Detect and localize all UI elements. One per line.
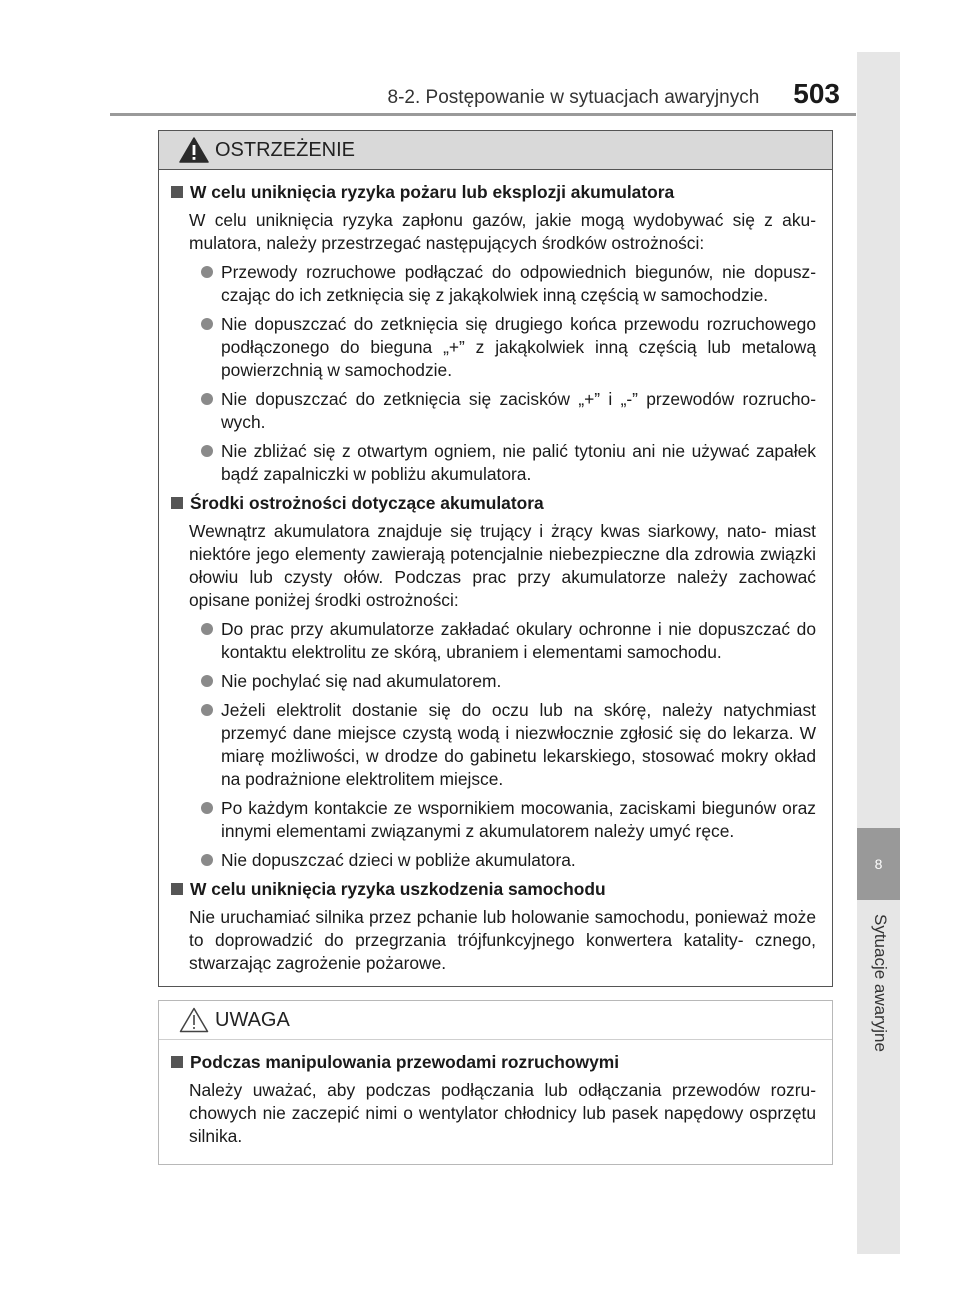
- section-paragraph: Wewnątrz akumulatora znajduje się trujący i żrący kwas siarkowy, nato- miast niektóre jego elementy zawierają potencjalnie niebezpieczne dla zdrowia związki ołowiu lub czysty ołów. Podczas prac przy akumulatorze należy zachować opisane poniżej środki ostrożności:: [189, 521, 816, 610]
- chapter-label: Sytuacje awaryjne: [871, 914, 890, 1052]
- bullet-dot-icon: [201, 393, 213, 405]
- bullet-dot-icon: [201, 318, 213, 330]
- list-item: Do prac przy akumulatorze zakładać okulary ochronne i nie dopuszczać do kontaktu elektrolitu ze skórą, ubraniem i elementami samochodu.: [201, 618, 816, 664]
- bullet-dot-icon: [201, 266, 213, 278]
- bullet-dot-icon: [201, 623, 213, 635]
- section-heading: Środki ostrożności dotyczące akumulatora: [171, 492, 816, 515]
- section-paragraph: W celu uniknięcia ryzyka zapłonu gazów, jakie mogą wydobywać się z aku- mulatora, należy przestrzegać następujących środków ostrożności:: [189, 210, 816, 253]
- chapter-number: 8: [874, 856, 883, 872]
- warning-header: [159, 131, 832, 170]
- warning-box: [158, 130, 833, 987]
- page-header: [110, 78, 840, 108]
- list-item: Nie zbliżać się z otwartym ogniem, nie palić tytoniu ani nie używać zapałek bądź zapalniczki w pobliżu akumulatora.: [201, 440, 816, 486]
- section-heading: W celu uniknięcia ryzyka pożaru lub eksplozji akumulatora: [171, 181, 816, 204]
- bullet-dot-icon: [201, 854, 213, 866]
- warning-content: [159, 170, 832, 975]
- square-bullet-icon: [171, 1056, 183, 1068]
- list-item: Po każdym kontakcie ze wspornikiem mocowania, zaciskami biegunów oraz innymi elementami związanymi z akumulatorem należy umyć ręce.: [201, 797, 816, 843]
- section-paragraph: Należy uważać, aby podczas podłączania lub odłączania przewodów rozru- chowych nie zaczepić nimi o wentylator chłodnicy lub pasek napędowy osprzętu silnika.: [189, 1080, 816, 1146]
- caution-box: [158, 1000, 833, 1165]
- square-bullet-icon: [171, 497, 183, 509]
- section-paragraph: Nie uruchamiać silnika przez pchanie lub holowanie samochodu, ponieważ może to doprowadzić do przegrzania trójfunkcyjnego konwertera katality- cznego, stwarzając zagrożenie pożarowe.: [189, 907, 816, 973]
- bullet-dot-icon: [201, 445, 213, 457]
- caution-triangle-icon: [179, 1007, 209, 1033]
- list-item: Nie pochylać się nad akumulatorem.: [201, 670, 816, 693]
- square-bullet-icon: [171, 186, 183, 198]
- list-item: Przewody rozruchowe podłączać do odpowiednich biegunów, nie dopusz- czając do ich zetknięcia się z jakąkolwiek inną częścią w samochodzie.: [201, 261, 816, 307]
- bullet-dot-icon: [201, 675, 213, 687]
- warning-title: OSTRZEŻENIE: [215, 138, 356, 161]
- section-heading: Podczas manipulowania przewodami rozruchowymi: [171, 1051, 816, 1074]
- warning-triangle-icon: [179, 137, 209, 163]
- list-item: Nie dopuszczać dzieci w pobliże akumulatora.: [201, 849, 816, 872]
- header-divider: [110, 113, 856, 116]
- caution-header: [159, 1001, 832, 1040]
- section-heading: W celu uniknięcia ryzyka uszkodzenia samochodu: [171, 878, 816, 901]
- list-item: Nie dopuszczać do zetknięcia się drugiego końca przewodu rozruchowego podłączonego do bieguna „+” z jakąkolwiek inną częścią lub metalową powierzchnią w samochodzie.: [201, 313, 816, 382]
- caution-title: UWAGA: [215, 1008, 290, 1031]
- square-bullet-icon: [171, 883, 183, 895]
- list-item: Nie dopuszczać do zetknięcia się zacisków „+” i „-” przewodów rozrucho- wych.: [201, 388, 816, 434]
- section-title: 8-2. Postępowanie w sytuacjach awaryjnych: [387, 87, 760, 108]
- list-item: Jeżeli elektrolit dostanie się do oczu lub na skórę, należy natychmiast przemyć dane miejsce czystą wodą i niezwłocznie zgłosić się do lekarza. W miarę możliwości, w drodze do gabinetu lekarskiego, stosować mokry okład na podrażnione elektrolitem miejsce.: [201, 699, 816, 791]
- chapter-side-tab: [857, 52, 900, 1254]
- caution-content: [159, 1040, 832, 1148]
- bullet-dot-icon: [201, 802, 213, 814]
- chapter-number-block: [857, 828, 900, 900]
- bullet-dot-icon: [201, 704, 213, 716]
- page-number: 503: [793, 78, 840, 109]
